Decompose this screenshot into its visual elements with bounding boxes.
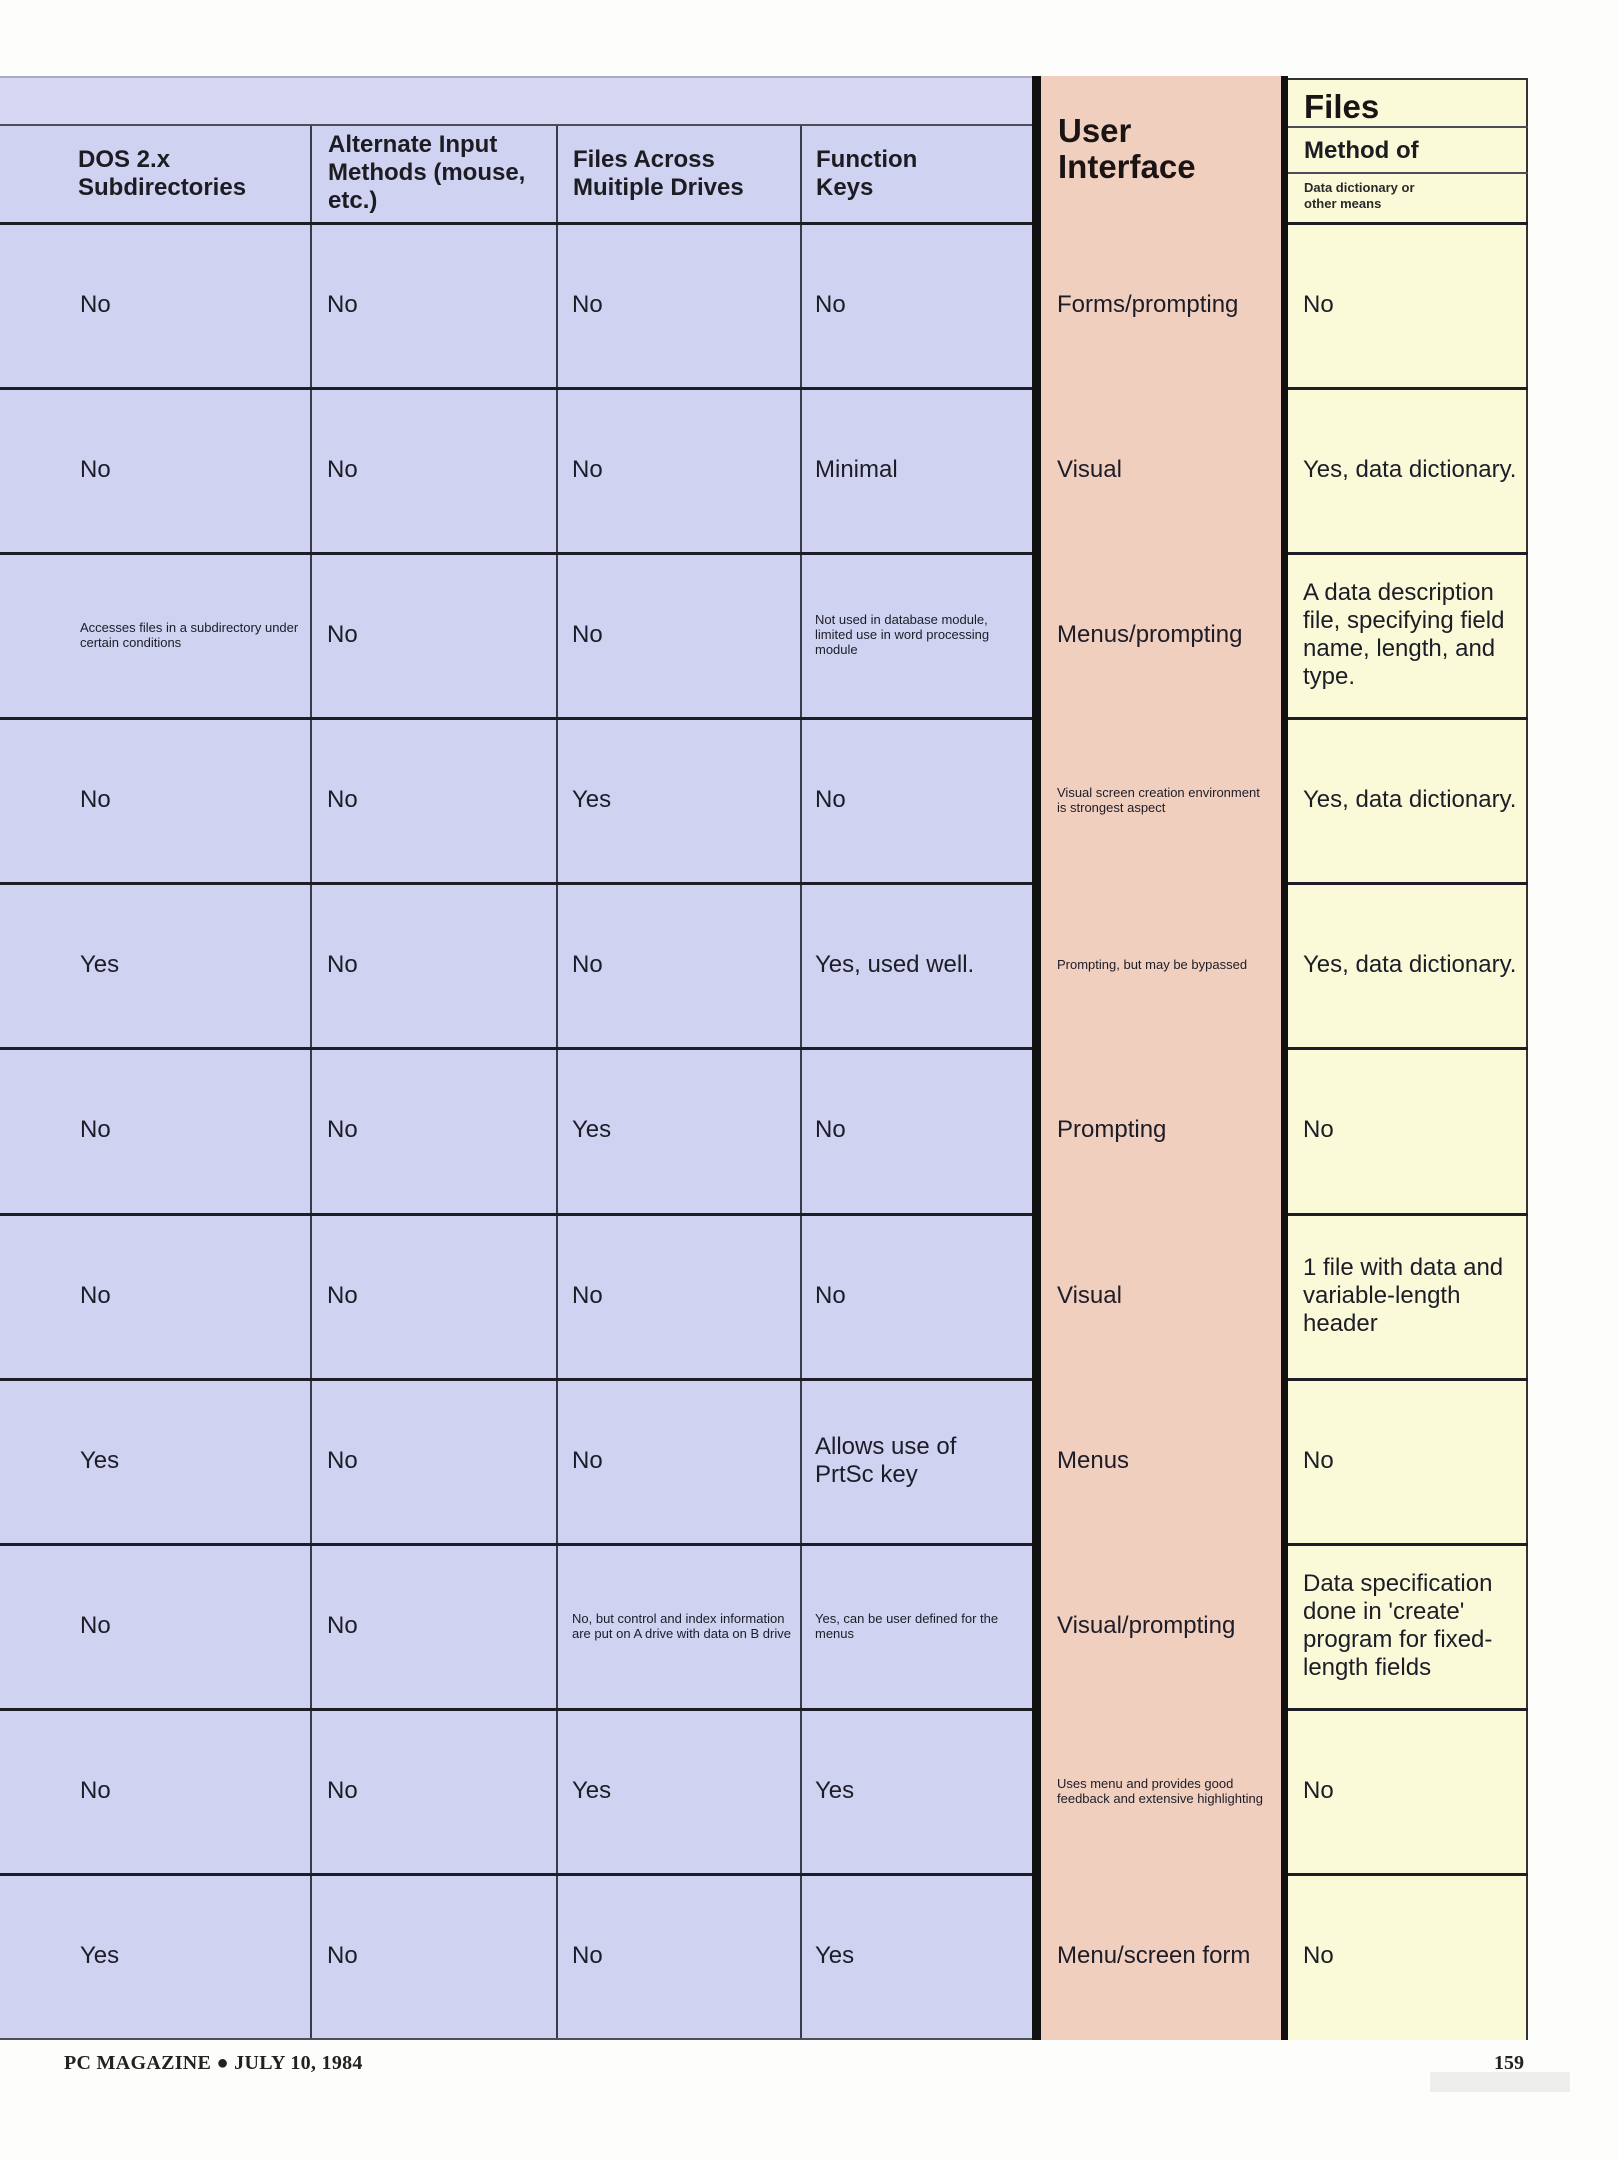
cell-c2: No [327,620,358,648]
cell-c2: No [327,950,358,978]
cell-c3: No [572,1281,603,1309]
cell-c3: No [572,950,603,978]
cell-c4: Minimal [815,455,898,483]
cell-c1: No [80,1281,111,1309]
header-top-strip [0,76,1032,124]
cell-c3: Yes [572,1776,612,1804]
header-files: Files [1304,88,1380,125]
row-divider [1288,126,1528,128]
cell-c4: Yes [815,1776,855,1804]
page-number: 159 [1494,2052,1524,2074]
cell-c4: Yes, can be user defined for the menus [815,1610,999,1641]
cell-c1: No [80,1115,111,1143]
header-method-of: Method of [1304,137,1419,164]
cell-files: Yes, data dictionary. [1303,950,1517,978]
cell-ui: Menus/prompting [1057,620,1243,648]
cell-c4: Yes [815,1941,855,1969]
cell-c2: No [327,1941,358,1969]
cell-files: Yes, data dictionary. [1303,785,1517,813]
cell-c2: No [327,1115,358,1143]
cell-ui: Forms/prompting [1057,290,1239,318]
cell-files: No [1303,290,1334,318]
cell-c4: Yes, used well. [815,950,975,978]
header-files-across-drives: Files Across Muitiple Drives [573,146,744,201]
cell-ui: Visual screen creation environment is strongest aspect [1057,784,1260,815]
cell-c1: No [80,1611,111,1639]
cell-c2: No [327,290,358,318]
cell-files: Yes, data dictionary. [1303,455,1517,483]
cell-files: No [1303,1776,1334,1804]
cell-ui: Visual/prompting [1057,1611,1236,1639]
cell-c4: Not used in database module, limited use in word processing module [815,612,990,658]
cell-files: No [1303,1446,1334,1474]
cell-c1: Yes [80,1446,120,1474]
cell-ui: Menus [1057,1446,1130,1474]
cell-files: 1 file with data and variable-length header [1303,1253,1504,1337]
cell-ui: Prompting [1057,1115,1167,1143]
cell-c4: Allows use of PrtSc key [815,1432,957,1488]
header-dos-subdirectories: DOS 2.x Subdirectories [78,146,247,201]
page-edge-strip [1430,2072,1570,2092]
cell-c1: No [80,455,111,483]
cell-c1: No [80,785,111,813]
cell-c4: No [815,1115,846,1143]
cell-c3: No [572,620,603,648]
header-function-keys: Function Keys [816,146,918,201]
row-divider [0,124,1032,126]
cell-c2: No [327,1776,358,1804]
cell-c2: No [327,1446,358,1474]
cell-c3: No [572,1446,603,1474]
section-divider-2 [1281,76,1288,2040]
cell-c1: No [80,1776,111,1804]
row-divider [1288,172,1528,174]
cell-ui: Menu/screen form [1057,1941,1251,1969]
cell-c3: No [572,455,603,483]
cell-files: No [1303,1115,1334,1143]
column-divider [556,124,558,2040]
cell-c2: No [327,455,358,483]
cell-ui: Visual [1057,455,1122,483]
cell-files: Data specification done in 'create' program for fixed-length fields [1303,1569,1493,1681]
cell-ui: Uses menu and provides good feedback and extensive highlighting [1057,1775,1263,1806]
cell-c4: No [815,785,846,813]
section-divider [1032,76,1041,2040]
cell-ui: Prompting, but may be bypassed [1057,957,1248,973]
cell-c3: No [572,1941,603,1969]
cell-c1: No [80,290,111,318]
cell-c3: No, but control and index information are put on A drive with data on B drive [572,1610,791,1641]
cell-c1: Yes [80,1941,120,1969]
cell-c2: No [327,785,358,813]
column-divider [800,124,802,2040]
header-user-interface: User Interface [1058,112,1196,185]
cell-c1: Accesses files in a subdirectory under certain conditions [80,619,299,650]
row-divider [0,2038,1032,2040]
footer-publication: PC MAGAZINE ● JULY 10, 1984 [64,2052,363,2074]
cell-c4: No [815,290,846,318]
cell-files: A data description file, specifying field name, length, and type. [1303,578,1505,690]
cell-c3: No [572,290,603,318]
top-border [0,76,1032,78]
cell-c1: Yes [80,950,120,978]
cell-c3: Yes [572,785,612,813]
cell-c2: No [327,1611,358,1639]
cell-c2: No [327,1281,358,1309]
cell-ui: Visual [1057,1281,1122,1309]
cell-c4: No [815,1281,846,1309]
cell-files: No [1303,1941,1334,1969]
cell-c3: Yes [572,1115,612,1143]
header-alternate-input: Alternate Input Methods (mouse, etc.) [328,131,526,214]
header-data-dictionary: Data dictionary or other means [1304,180,1415,211]
column-divider [310,124,312,2040]
